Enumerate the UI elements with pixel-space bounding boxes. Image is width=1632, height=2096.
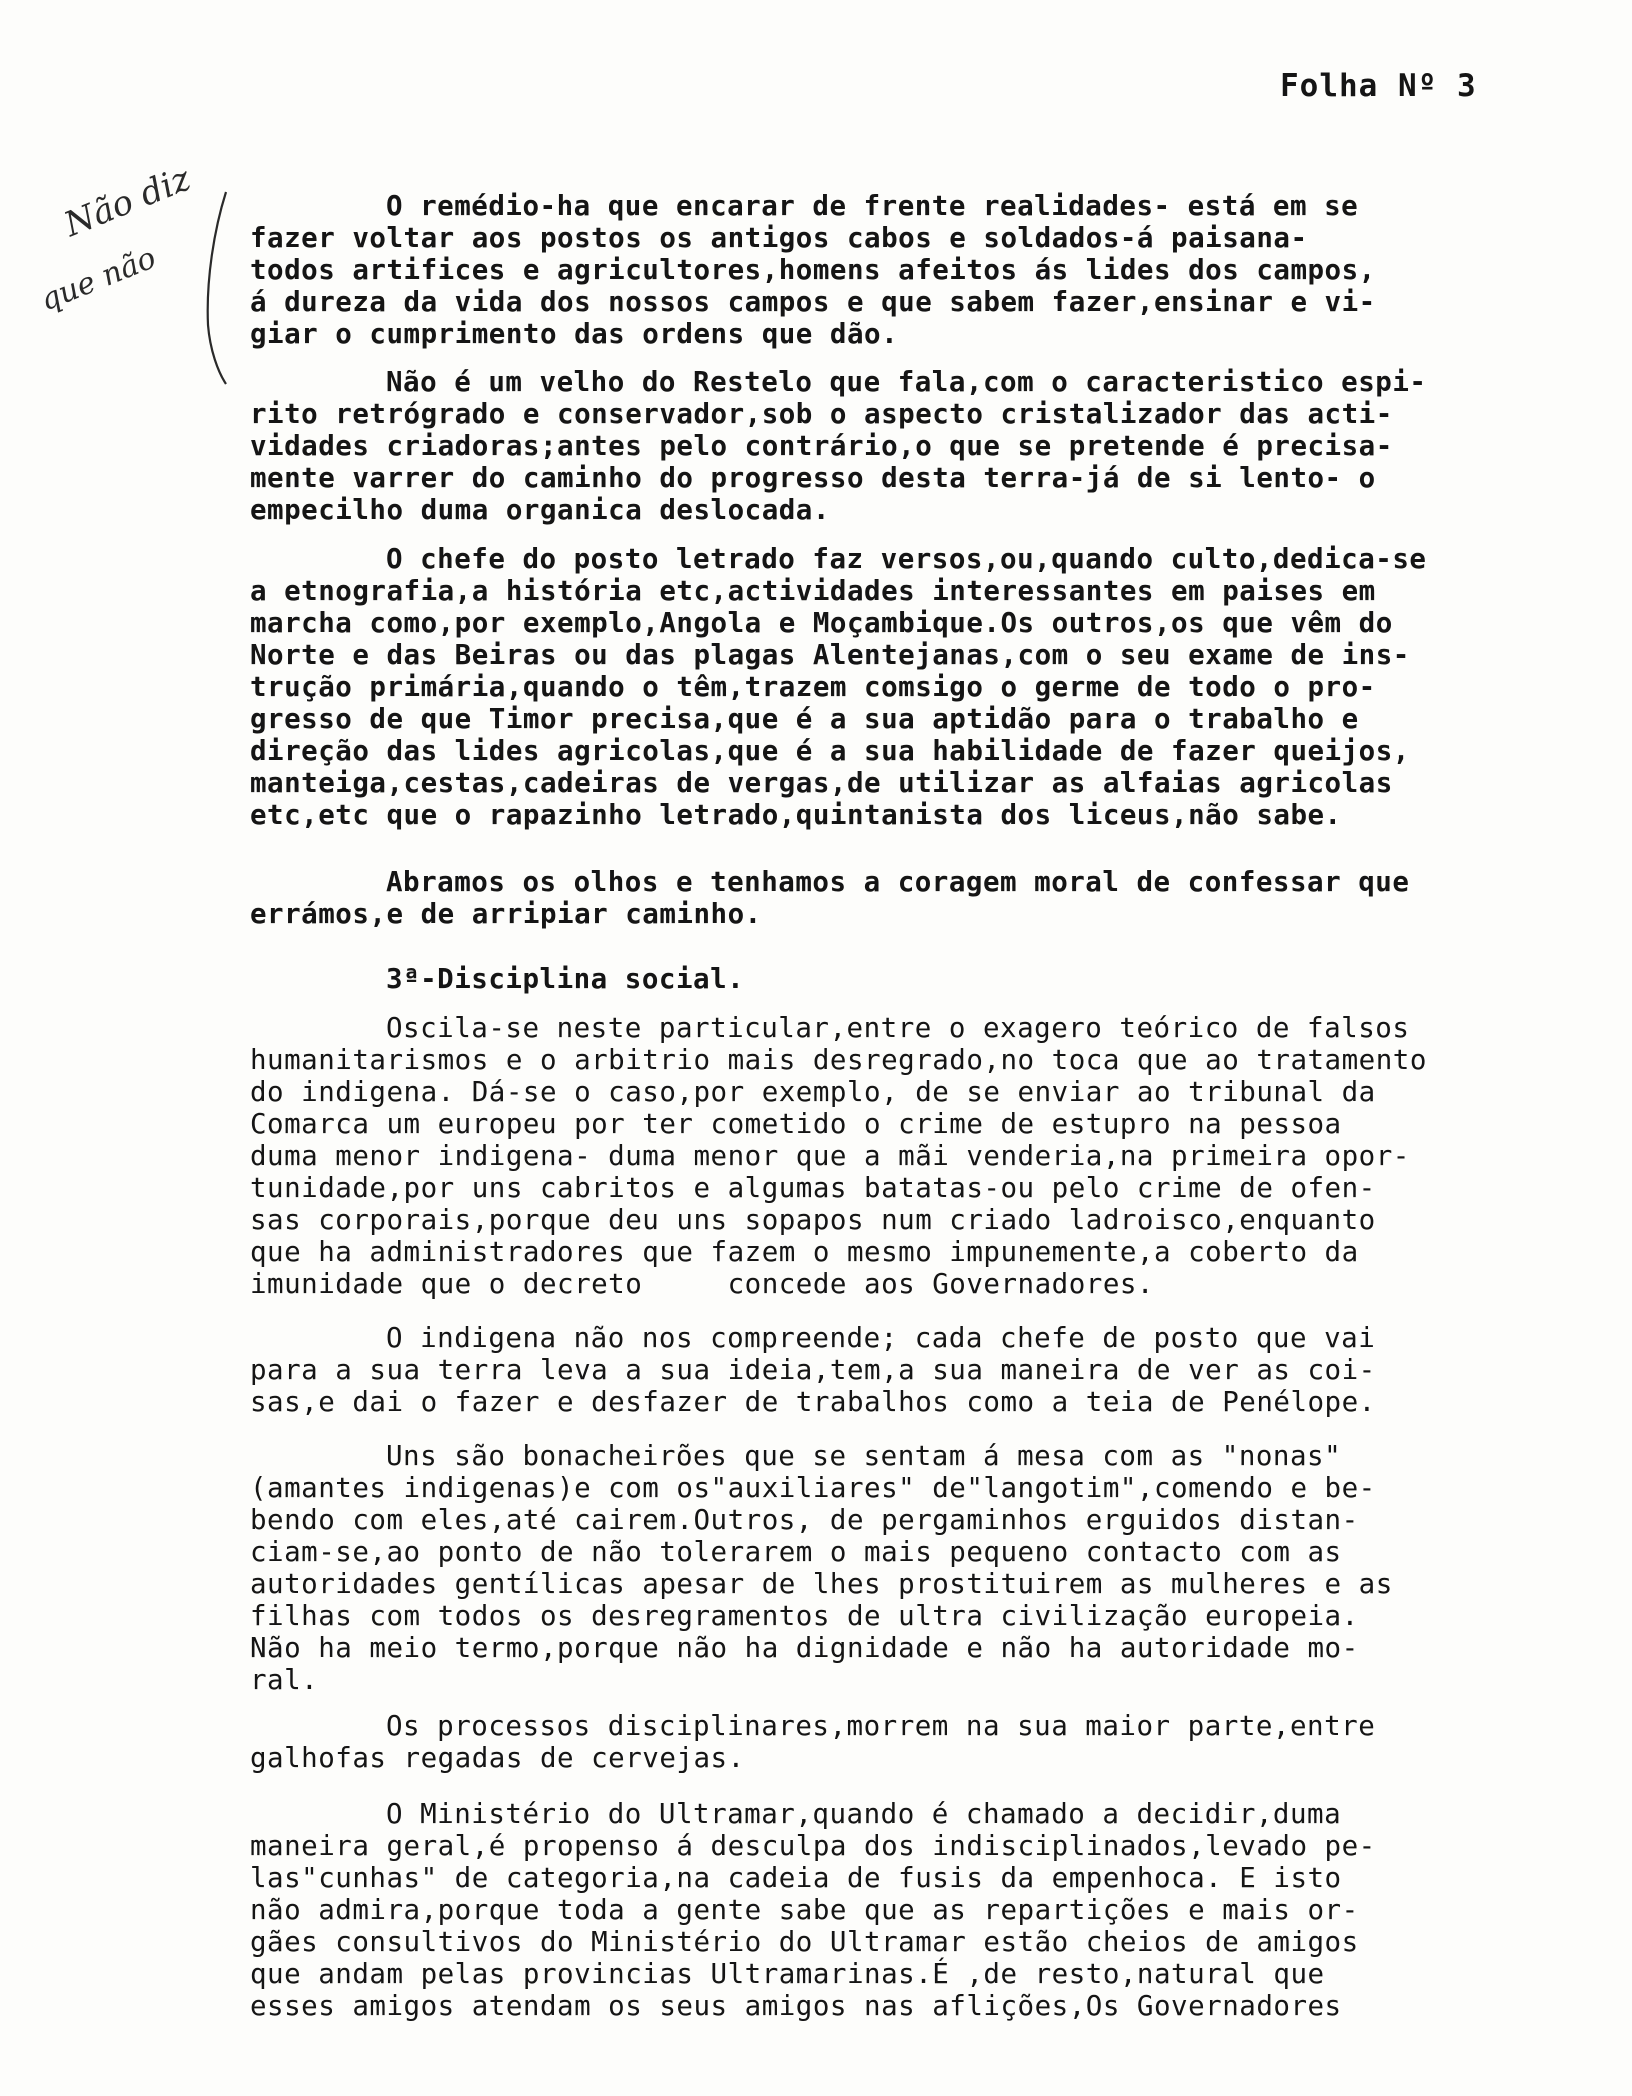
text-line: Abramos os olhos e tenhamos a coragem moral de confessar que [386,866,1410,898]
margin-bracket [208,192,226,384]
text-line: não admira,porque toda a gente sabe que as repartições e mais or- [250,1894,1359,1926]
text-line: etc,etc que o rapazinho letrado,quintanista dos liceus,não sabe. [250,799,1342,831]
text-line: gresso de que Timor precisa,que é a sua aptidão para o trabalho e [250,703,1359,735]
text-line: ciam-se,ao ponto de não tolerarem o mais pequeno contacto com as [250,1536,1342,1568]
text-line: imunidade que o decreto concede aos Governadores. [250,1268,1154,1300]
text-line: rito retrógrado e conservador,sob o aspecto cristalizador das acti- [250,398,1393,430]
text-line: direção das lides agricolas,que é a sua habilidade de fazer queijos, [250,735,1410,767]
text-line: sas,e dai o fazer e desfazer de trabalhos como a teia de Penélope. [250,1386,1376,1418]
text-line: fazer voltar aos postos os antigos cabos e soldados-á paisana- [250,222,1308,254]
text-line: mente varrer do caminho do progresso desta terra-já de si lento- o [250,462,1376,494]
text-line: para a sua terra leva a sua ideia,tem,a sua maneira de ver as coi- [250,1354,1376,1386]
text-line: que andam pelas provincias Ultramarinas.É ,de resto,natural que [250,1958,1325,1990]
handwritten-margin-note [36,160,246,390]
text-line: gães consultivos do Ministério do Ultramar estão cheios de amigos [250,1926,1359,1958]
text-line: las"cunhas" de categoria,na cadeia de fusis da empenhoca. E isto [250,1862,1342,1894]
text-line: a etnografia,a história etc,actividades interessantes em paises em [250,575,1376,607]
text-line: duma menor indigena- duma menor que a mãi venderia,na primeira opor- [250,1140,1410,1172]
text-line: O Ministério do Ultramar,quando é chamado a decidir,duma [386,1798,1342,1830]
folio-number: Folha Nº 3 [1280,68,1477,104]
text-line: todos artifices e agricultores,homens afeitos ás lides dos campos, [250,254,1376,286]
text-line: ral. [250,1664,319,1696]
text-line: maneira geral,é propenso á desculpa dos indisciplinados,levado pe- [250,1830,1376,1862]
margin-note-line-1: Não diz [58,160,197,246]
text-line: filhas com todos os desregramentos de ultra civilização europeia. [250,1600,1359,1632]
text-line: Comarca um europeu por ter cometido o crime de estupro na pessoa [250,1108,1342,1140]
text-line: galhofas regadas de cervejas. [250,1742,745,1774]
margin-note-drawing [36,160,246,390]
text-line: empecilho duma organica deslocada. [250,494,830,526]
section-heading: 3ª-Disciplina social. [386,963,745,995]
text-line: que ha administradores que fazem o mesmo impunemente,a coberto da [250,1236,1359,1268]
text-line: Oscila-se neste particular,entre o exagero teórico de falsos [386,1012,1410,1044]
text-line: Uns são bonacheirões que se sentam á mesa com as "nonas" [386,1440,1342,1472]
text-line: O remédio-ha que encarar de frente realidades- está em se [386,190,1359,222]
text-line: giar o cumprimento das ordens que dão. [250,318,899,350]
text-line: manteiga,cestas,cadeiras de vergas,de utilizar as alfaias agricolas [250,767,1393,799]
text-line: humanitarismos e o arbitrio mais desregrado,no toca que ao tratamento [250,1044,1427,1076]
text-line: Não é um velho do Restelo que fala,com o caracteristico espi- [386,366,1427,398]
text-line: O indigena não nos compreende; cada chefe de posto que vai [386,1322,1376,1354]
text-line: do indigena. Dá-se o caso,por exemplo, de se enviar ao tribunal da [250,1076,1376,1108]
text-line: á dureza da vida dos nossos campos e que sabem fazer,ensinar e vi- [250,286,1376,318]
text-line: Não ha meio termo,porque não ha dignidade e não ha autoridade mo- [250,1632,1359,1664]
text-line: vidades criadoras;antes pelo contrário,o que se pretende é precisa- [250,430,1393,462]
text-line: sas corporais,porque deu uns sopapos num criado ladroisco,enquanto [250,1204,1376,1236]
text-line: marcha como,por exemplo,Angola e Moçambique.Os outros,os que vêm do [250,607,1393,639]
text-line: O chefe do posto letrado faz versos,ou,quando culto,dedica-se [386,543,1427,575]
text-line: bendo com eles,até cairem.Outros, de pergaminhos erguidos distan- [250,1504,1359,1536]
text-line: (amantes indigenas)e com os"auxiliares" de"langotim",comendo e be- [250,1472,1376,1504]
text-line: esses amigos atendam os seus amigos nas aflições,Os Governadores [250,1990,1342,2022]
text-line: Norte e das Beiras ou das plagas Alentejanas,com o seu exame de ins- [250,639,1410,671]
text-line: errámos,e de arripiar caminho. [250,898,762,930]
text-line: tunidade,por uns cabritos e algumas batatas-ou pelo crime de ofen- [250,1172,1376,1204]
margin-note-line-2: que não [36,240,161,319]
text-line: autoridades gentílicas apesar de lhes prostituirem as mulheres e as [250,1568,1393,1600]
text-line: trução primária,quando o têm,trazem comsigo o germe de todo o pro- [250,671,1376,703]
text-line: Os processos disciplinares,morrem na sua maior parte,entre [386,1710,1376,1742]
